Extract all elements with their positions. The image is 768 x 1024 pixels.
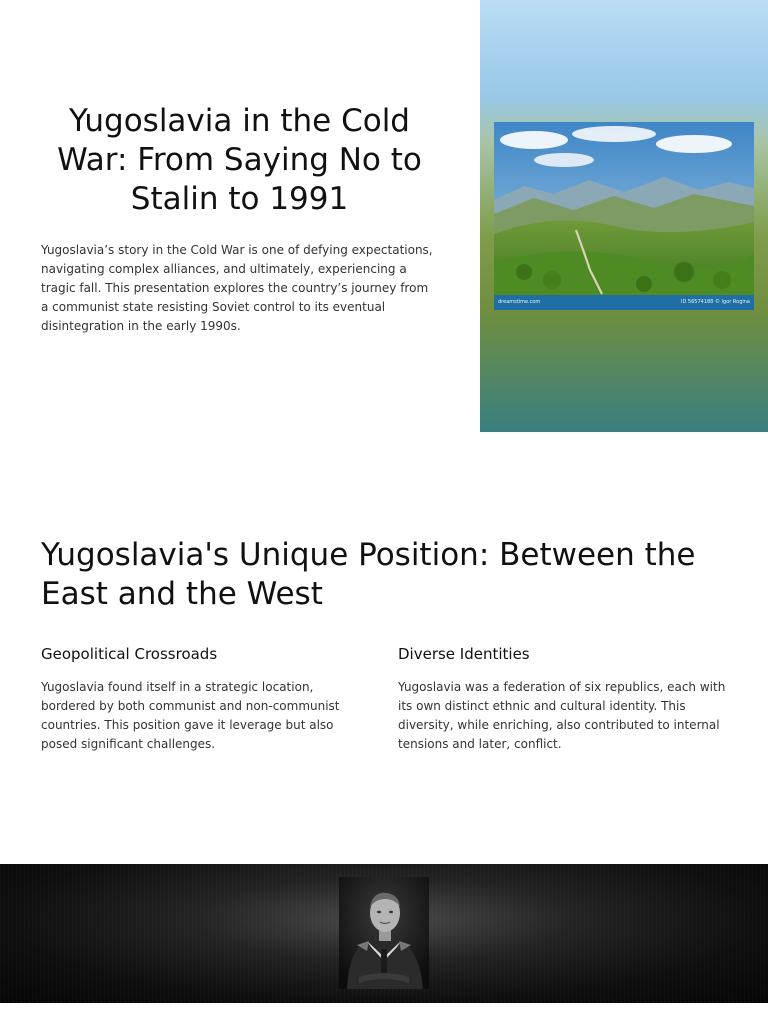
column-text: Yugoslavia was a federation of six republics, each with its own distinct ethnic and cultural identity. This diversity, while enriching, also contributed to internal tensions and later, conflict. <box>398 680 726 751</box>
column-text: Yugoslavia found itself in a strategic location, bordered by both communist and non-communist countries. This position gave it leverage but also posed significant challenges. <box>41 680 340 751</box>
slide-title-heading: Yugoslavia in the Cold War: From Saying No to Stalin to 1991 <box>57 103 422 217</box>
portrait-photo <box>339 877 429 989</box>
column-heading: Diverse Identities <box>398 645 530 663</box>
landscape-image-panel <box>480 0 768 432</box>
portrait-illustration <box>339 877 429 989</box>
slide-unique-position <box>0 432 768 864</box>
slide-title <box>0 0 768 432</box>
column-heading: Geopolitical Crossroads <box>41 645 218 663</box>
photo-watermark-bar <box>494 295 754 310</box>
slide-heading: Yugoslavia's Unique Position: Between the East and the West <box>41 537 696 612</box>
landscape-photo <box>494 122 754 310</box>
watermark-credit: ID 56574188 © Igor Rogina <box>681 299 750 305</box>
column-geopolitical <box>41 644 371 754</box>
landscape-illustration <box>494 122 754 310</box>
watermark-brand: dreamstime.com <box>498 299 541 305</box>
intro-paragraph: Yugoslavia’s story in the Cold War is one of defying expectations, navigating complex alliances, and ultimately, experiencing a tragic fall. This presentation explores the country’s journey from a communist state resisting Soviet control to its eventual disintegration in the early 1990s. <box>41 243 433 333</box>
slide-portrait <box>0 864 768 1003</box>
column-identities <box>398 644 728 754</box>
title-text-block <box>41 102 438 336</box>
